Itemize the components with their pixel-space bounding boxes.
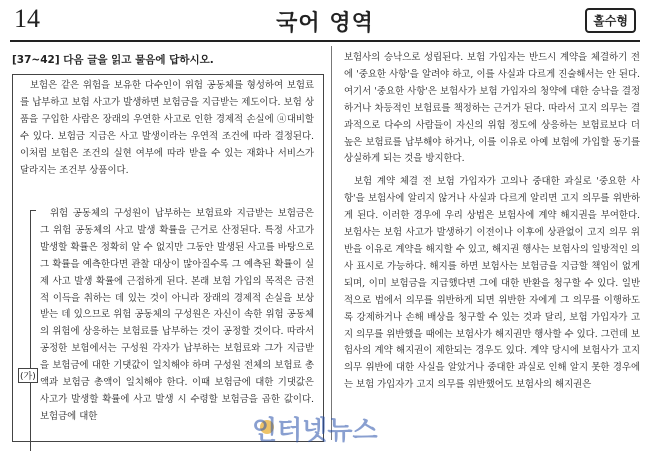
bracketed-paragraph-ga (40, 206, 314, 426)
right-column (344, 50, 640, 394)
column-divider (331, 46, 332, 440)
header-rule (10, 40, 640, 42)
page-number: 14 (14, 4, 40, 33)
exam-type-badge: 홀수형 (585, 8, 636, 33)
page-header (0, 0, 650, 44)
page-title: 국어 영역 (276, 11, 374, 36)
watermark: 인터넷뉴스 (252, 416, 378, 446)
bracket-marker (30, 210, 36, 451)
right-paragraph-1: 보험사의 승낙으로 성립된다. 보험 가입자는 반드시 계약을 체결하기 전에 '중요한 사항'을 알려야 하고, 이를 사실과 다르게 진술해서는 안 된다. 여기서 '중요한 사항'은 보험사가 보험 가입자의 청약에 대한 승낙을 결정하거나 차등적인 보험료를 책정하는 근거가 된다. 따라서 고지 의무는 결과적으로 다수의 사람들이 자신의 위험 정도에 상응하는 보험료보다 더 높은 보험료를 납부해야 하거나, 이를 이유로 아예 보험에 가입할 동기를 상실하게 되는 것을 방지한다. (344, 52, 640, 165)
right-paragraph-2: 보험 계약 체결 전 보험 가입자가 고의나 중대한 과실로 '중요한 사항'을 보험사에 알리지 않거나 사실과 다르게 알리면 고지 의무를 위반하게 된다. 이러한 경우에 우리 상법은 보험사에 계약 해지권을 부여한다. 보험사는 보험 사고가 발생하기 이전이나 이후에 상관없이 고지 의무 위반을 이유로 계약을 해지할 수 있고, 해지권 행사는 보험사의 일방적인 의사 표시로 가능하다. 해지를 하면 보험사는 보험금을 지급할 책임이 없게 되며, 이미 보험금을 지급했다면 그에 대한 반환을 청구할 수 있다. 일반적으로 법에서 의무를 위반하게 되면 위반한 자에게 그 의무를 이행하도록 강제하거나 손해 배상을 청구할 수 있는 것과 달리, 보험 가입자가 고지 의무를 위반했을 때에는 보험사가 해지권만 행사할 수 있다. 그런데 보험사의 계약 해지권이 제한되는 경우도 있다. 계약 당시에 보험사가 고지 의무 위반에 대한 사실을 알았거나 중대한 과실로 인해 알지 못한 경우에는 보험 가입자가 고지 의무를 위반했어도 보험사의 해지권은 (344, 176, 640, 391)
intro-paragraph: 보험은 같은 위험을 보유한 다수인이 위험 공동체를 형성하여 보험료를 납부하고 보험 사고가 발생하면 보험금을 지급받는 제도이다. 보험 상품을 구입한 사람은 장래의 우연한 사고로 인한 경제적 손실에 ⓐ대비할 수 있다. 보험금 지급은 사고 발생이라는 우연적 조건에 따라 결정된다. 이처럼 보험은 조건의 실현 여부에 따라 받을 수 있는 재화나 서비스가 달라지는 조건부 상품이다. (20, 80, 314, 176)
bracket-paragraph: 위험 공동체의 구성원이 납부하는 보험료와 지급받는 보험금은 그 위험 공동체의 사고 발생 확률을 근거로 산정된다. 특정 사고가 발생할 확률은 정확히 알 수 없지만 그동안 발생된 사고를 바탕으로 그 확률을 예측한다면 관찰 대상이 많아질수록 그 예측된 확률이 실제 사고 발생 확률에 근접하게 된다. 본래 보험 가입의 목적은 금전적 이득을 취하는 데 있는 것이 아니라 장래의 경제적 손실을 보상받는 데 있으므로 위험 공동체의 구성원은 자신이 속한 위험 공동체의 위험에 상응하는 보험료를 납부하는 것이 공정할 것이다. 따라서 공정한 보험에서는 구성원 각자가 납부하는 보험료와 그가 지급받을 보험금에 대한 기댓값이 일치해야 하며 구성원 전체의 보험료 총액과 보험금 총액이 일치해야 한다. 이때 보험금에 대한 기댓값은 사고가 발생할 확률에 사고 발생 시 수령할 보험금을 곱한 값이다. 보험금에 대한 (40, 208, 314, 422)
bracket-label: (가) (18, 368, 38, 383)
question-instruction: [37~42] 다음 글을 읽고 물음에 답하시오. (12, 54, 214, 66)
left-column (20, 78, 314, 179)
